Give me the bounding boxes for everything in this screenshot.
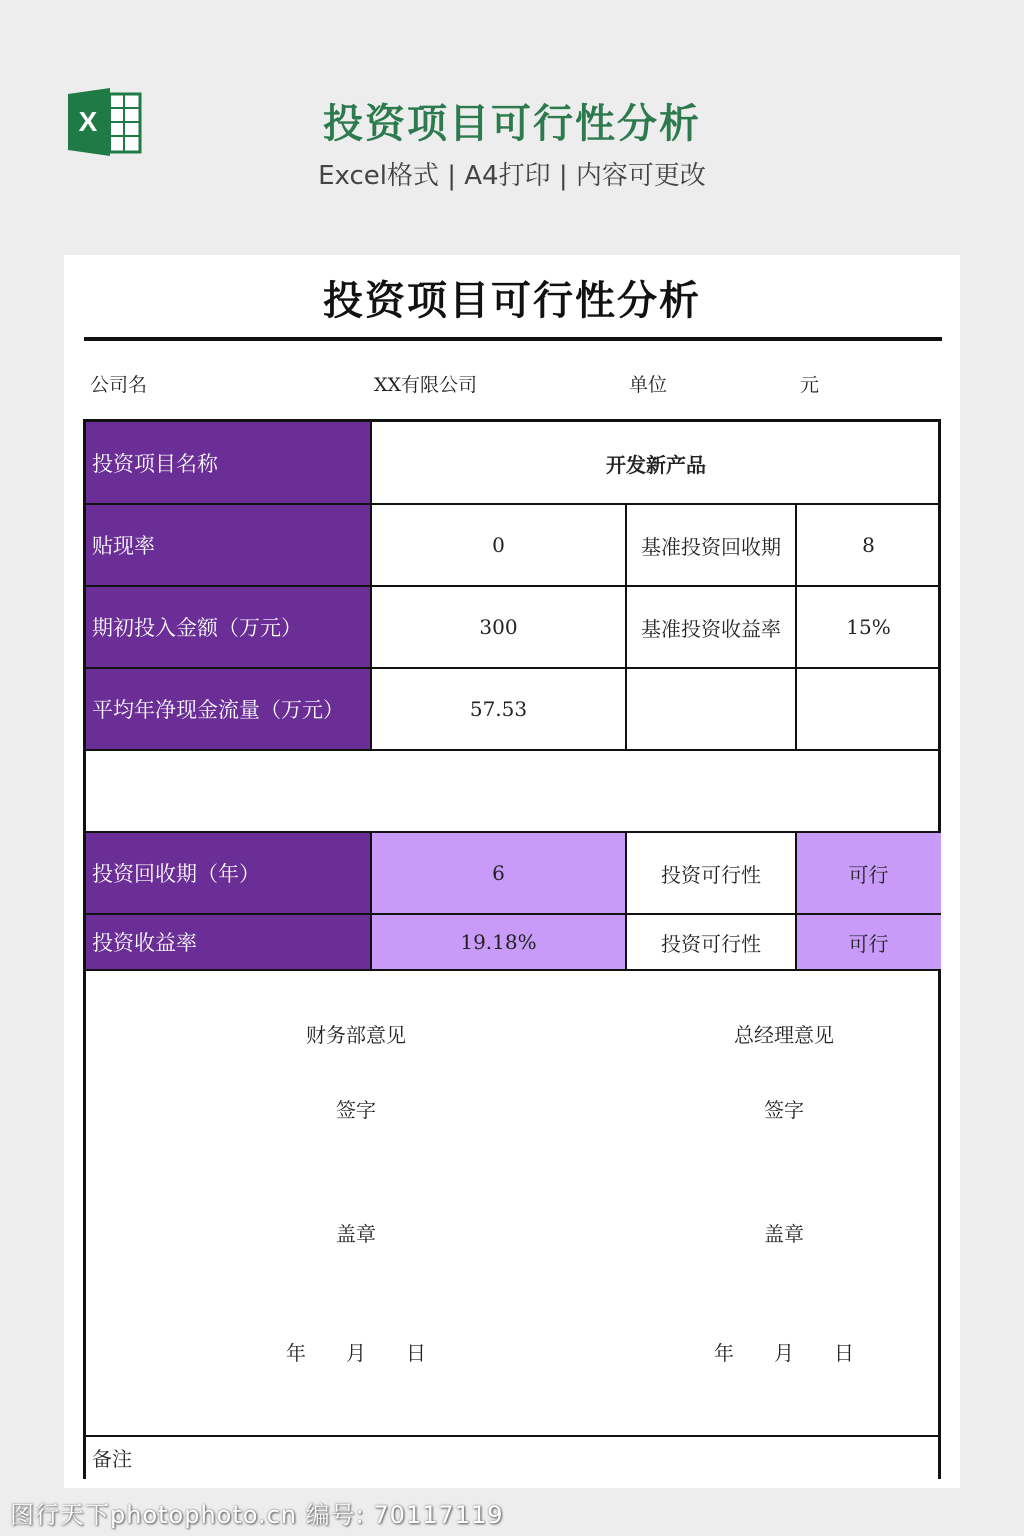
feasibility-label-1: 投资可行性 (661, 862, 761, 887)
grid-line (86, 1435, 941, 1437)
return-rate-value: 19.18% (371, 914, 626, 970)
project-name-label: 投资项目名称 (86, 422, 371, 504)
benchmark-return-value[interactable]: 15% (846, 615, 891, 639)
grid-line (86, 667, 941, 669)
document-title: 投资项目可行性分析 (323, 277, 701, 324)
finance-sign-label: 签字 (336, 1098, 376, 1122)
company-label: 公司名 (90, 374, 148, 396)
discount-rate-label: 贴现率 (86, 504, 371, 586)
finance-stamp-label: 盖章 (336, 1222, 376, 1246)
unit-label: 单位 (629, 374, 668, 396)
benchmark-return-label: 基准投资收益率 (641, 616, 781, 641)
grid-line (86, 913, 941, 915)
title-underline (84, 337, 942, 341)
finance-opinion-title: 财务部意见 (306, 1023, 406, 1047)
grid-line (795, 504, 797, 750)
grid-line (370, 422, 372, 750)
grid-line (86, 831, 941, 833)
grid-line (370, 832, 372, 970)
benchmark-period-label: 基准投资回收期 (641, 534, 781, 559)
avg-cashflow-label: 平均年净现金流量（万元） (86, 668, 371, 750)
payback-period-label: 投资回收期（年） (86, 832, 371, 914)
manager-date: 年 月 日 (714, 1341, 854, 1365)
finance-date: 年 月 日 (286, 1341, 426, 1365)
feasibility-label-2: 投资可行性 (661, 931, 761, 956)
document-sheet (64, 255, 960, 1488)
grid-line (86, 585, 941, 587)
payback-period-value: 6 (371, 832, 626, 914)
manager-opinion-title: 总经理意见 (734, 1023, 834, 1047)
page-subtitle: Excel格式 | A4打印 | 内容可更改 (318, 161, 706, 191)
benchmark-period-value[interactable]: 8 (862, 533, 875, 557)
manager-sign-label: 签字 (764, 1098, 804, 1122)
unit-value: 元 (800, 374, 820, 396)
feasibility-value-1: 可行 (796, 832, 941, 914)
initial-investment-label: 期初投入金额（万元） (86, 586, 371, 668)
watermark-text: 图行天下photophoto.cn 编号: 70117119 (10, 1501, 504, 1529)
grid-line (625, 832, 627, 970)
grid-line (795, 832, 797, 970)
project-name-value[interactable]: 开发新产品 (606, 452, 706, 477)
svg-text:X: X (78, 106, 98, 137)
avg-cashflow-value[interactable]: 57.53 (469, 697, 528, 721)
feasibility-value-2: 可行 (796, 914, 941, 970)
company-value: XX有限公司 (374, 374, 478, 396)
grid-line (86, 749, 941, 751)
return-rate-label: 投资收益率 (86, 914, 371, 970)
remarks-label: 备注 (92, 1447, 132, 1471)
grid-line (86, 969, 941, 971)
discount-rate-value[interactable]: 0 (492, 533, 505, 557)
grid-line (625, 504, 627, 750)
grid-line (86, 503, 941, 505)
initial-investment-value[interactable]: 300 (479, 615, 518, 639)
analysis-table (83, 419, 941, 1479)
page-title: 投资项目可行性分析 (323, 101, 701, 147)
manager-stamp-label: 盖章 (764, 1222, 804, 1246)
